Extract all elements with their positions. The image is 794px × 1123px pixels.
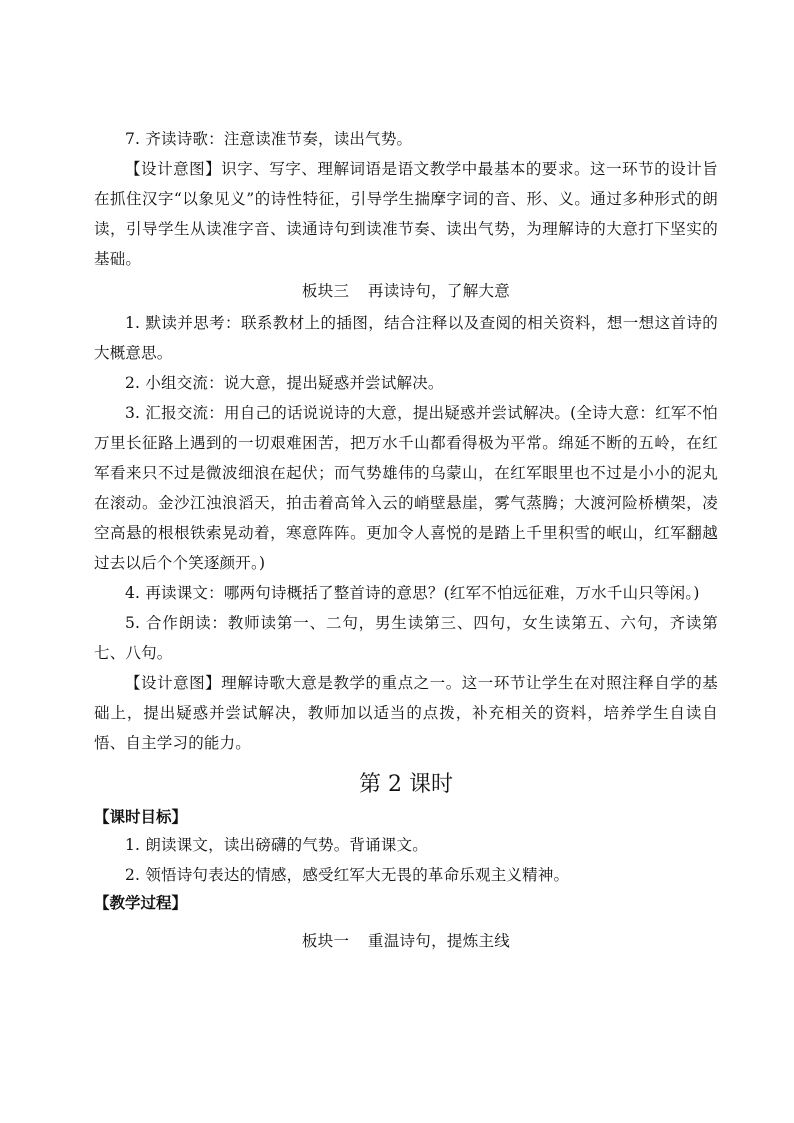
block-3-heading — [94, 276, 718, 306]
objective-item-1: 1. 朗读课文，读出磅礴的气势。背诵课文。 — [125, 836, 428, 854]
lesson-2-title: 第 2 课时 — [359, 772, 453, 797]
step-1-paragraph: 1. 默读并思考：联系教材上的插图，结合注释以及查阅的相关资料，想一想这首诗的大概意思。 — [94, 314, 718, 362]
block-3-title: 再读诗句，了解大意 — [367, 282, 511, 300]
step-7-paragraph: 7. 齐读诗歌：注意读准节奏，读出气势。 — [125, 130, 413, 148]
objective-item-2: 2. 领悟诗句表达的情感，感受红军大无畏的革命乐观主义精神。 — [125, 866, 570, 884]
step-2-paragraph: 2. 小组交流：说大意，提出疑惑并尝试解决。 — [125, 374, 444, 392]
process-heading: 【教学过程】 — [94, 893, 188, 912]
block-3-name: 板块三 — [301, 282, 350, 300]
step-4-paragraph: 4. 再读课文：哪两句诗概括了整首诗的意思？(红军不怕远征难，万水千山只等闲。) — [125, 584, 700, 602]
block-1-title: 重温诗句，提炼主线 — [367, 932, 511, 950]
step-5-paragraph: 5. 合作朗读：教师读第一、二句，男生读第三、四句，女生读第五、六句，齐读第七、八句。 — [94, 614, 718, 662]
objectives-heading: 【课时目标】 — [94, 807, 188, 826]
step-3-paragraph: 3. 汇报交流：用自己的话说说诗的大意，提出疑惑并尝试解决。(全诗大意：红军不怕万里长征路上遇到的一切艰难困苦，把万水千山都看得极为平常。绵延不断的五岭，在红军看来只不过是微波细浪在起伏；而气势雄伟的乌蒙山，在红军眼里也不过是小小的泥丸在滚动。金沙江浊浪滔天，拍击着高耸入云的峭壁悬崖，雾气蒸腾；大渡河险桥横架，凌空高悬的根根铁索晃动着，寒意阵阵。更加令人喜悦的是踏上千里积雪的岷山，红军翻越过去以后个个笑逐颜开。) — [94, 404, 718, 572]
design-intent-paragraph-2: 【设计意图】理解诗歌大意是教学的重点之一。这一环节让学生在对照注释自学的基础上，提出疑惑并尝试解决，教师加以适当的点拨，补充相关的资料，培养学生自读自悟、自主学习的能力。 — [94, 674, 718, 752]
block-1-name: 板块一 — [301, 932, 350, 950]
document-content — [94, 124, 718, 958]
design-intent-paragraph-1: 【设计意图】识字、写字、理解词语是语文教学中最基本的要求。这一环节的设计旨在抓住汉字“以象见义”的诗性特征，引导学生揣摩字词的音、形、义。通过多种形式的朗读，引导学生从读准字音、读通诗句到读准节奏、读出气势，为理解诗的大意打下坚实的基础。 — [94, 160, 718, 268]
block-1-heading — [94, 926, 718, 956]
